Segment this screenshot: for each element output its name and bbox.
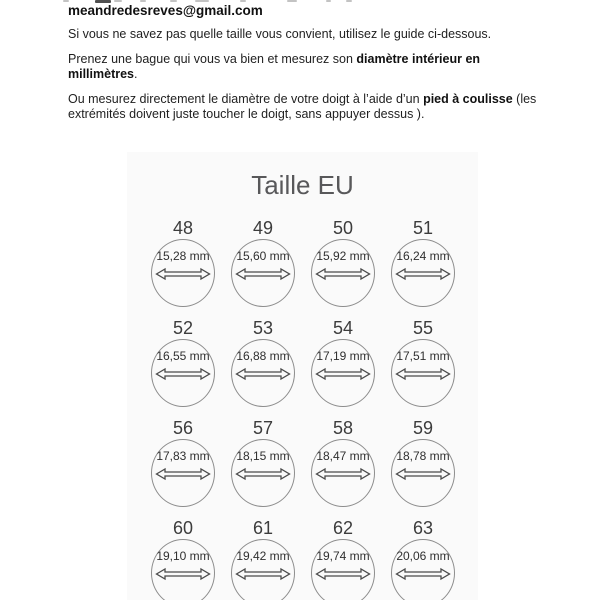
ring-circle [391, 539, 455, 600]
ring-circle [311, 339, 375, 407]
diameter-label: 16,55 mm [156, 349, 210, 363]
size-number: 53 [252, 318, 274, 338]
size-grid [143, 218, 463, 600]
ring-circle [311, 539, 375, 600]
diameter-label: 16,24 mm [396, 249, 450, 263]
size-cell [383, 218, 463, 307]
size-cell [383, 518, 463, 600]
diameter-label: 18,15 mm [236, 449, 290, 463]
ring-circle [231, 439, 295, 507]
diameter-arrow-icon [155, 367, 211, 381]
ring-circle [391, 339, 455, 407]
size-number: 49 [252, 218, 274, 238]
diameter-label: 15,60 mm [236, 249, 290, 263]
size-cell [223, 218, 303, 307]
diameter-label: 18,78 mm [396, 449, 450, 463]
email-address: meandredesreves@gmail.com [68, 3, 263, 18]
measure-finger-text-1: Ou mesurez directement le diamètre de votre doigt à l’aide d’un [68, 92, 424, 106]
ring-circle [311, 239, 375, 307]
size-cell [223, 518, 303, 600]
paragraph-guide [68, 27, 548, 42]
diameter-label: 20,06 mm [396, 549, 450, 563]
size-number: 50 [332, 218, 354, 238]
size-number: 58 [332, 418, 354, 438]
ring-size-chart [127, 152, 478, 600]
size-number: 57 [252, 418, 274, 438]
ring-circle [231, 539, 295, 600]
ring-circle [151, 339, 215, 407]
size-cell [383, 318, 463, 407]
chart-title: Taille EU [251, 170, 354, 200]
size-cell [303, 518, 383, 600]
size-cell [303, 318, 383, 407]
diameter-label: 17,51 mm [396, 349, 450, 363]
size-number: 60 [172, 518, 194, 538]
paragraph-measure-ring [68, 52, 548, 82]
diameter-arrow-icon [395, 367, 451, 381]
diameter-label: 15,92 mm [316, 249, 370, 263]
diameter-label: 19,42 mm [236, 549, 290, 563]
paragraph-guide-text: Si vous ne savez pas quelle taille vous convient, utilisez le guide ci-dessous. [68, 27, 492, 41]
ring-circle [231, 239, 295, 307]
diameter-arrow-icon [155, 467, 211, 481]
size-number: 55 [412, 318, 434, 338]
diameter-arrow-icon [155, 267, 211, 281]
size-number: 62 [332, 518, 354, 538]
diameter-arrow-icon [315, 267, 371, 281]
diameter-arrow-icon [395, 567, 451, 581]
ring-circle [391, 239, 455, 307]
ring-circle [151, 539, 215, 600]
diameter-arrow-icon [235, 567, 291, 581]
diameter-arrow-icon [315, 567, 371, 581]
size-cell [143, 418, 223, 507]
size-cell [303, 218, 383, 307]
measure-ring-text: Prenez une bague qui vous va bien et mesurez son [68, 52, 357, 66]
diameter-label: 15,28 mm [156, 249, 210, 263]
size-number: 59 [412, 418, 434, 438]
size-number: 63 [412, 518, 434, 538]
diameter-arrow-icon [395, 267, 451, 281]
diameter-label: 17,83 mm [156, 449, 210, 463]
size-number: 51 [412, 218, 434, 238]
diameter-arrow-icon [155, 567, 211, 581]
measure-ring-period: . [134, 67, 138, 81]
diameter-label: 18,47 mm [316, 449, 370, 463]
measure-finger-text-3: extrémités doivent juste toucher le doigt, sans appuyer dessus ). [68, 107, 425, 121]
diameter-label: 16,88 mm [236, 349, 290, 363]
measure-ring-bold-1: diamètre intérieur en [356, 52, 481, 66]
diameter-arrow-icon [235, 467, 291, 481]
diameter-arrow-icon [315, 367, 371, 381]
size-cell [223, 318, 303, 407]
ring-circle [391, 439, 455, 507]
diameter-label: 17,19 mm [316, 349, 370, 363]
measure-finger-bold: pied à coulisse [423, 92, 513, 106]
paragraph-measure-finger [68, 92, 548, 122]
size-cell [223, 418, 303, 507]
diameter-arrow-icon [395, 467, 451, 481]
diameter-label: 19,74 mm [316, 549, 370, 563]
size-cell [303, 418, 383, 507]
diameter-arrow-icon [315, 467, 371, 481]
ring-circle [151, 239, 215, 307]
size-number: 54 [332, 318, 354, 338]
size-number: 56 [172, 418, 194, 438]
diameter-arrow-icon [235, 367, 291, 381]
ring-circle [151, 439, 215, 507]
size-number: 52 [172, 318, 194, 338]
size-cell [143, 518, 223, 600]
intro-text [68, 3, 548, 122]
size-cell [143, 218, 223, 307]
ring-circle [231, 339, 295, 407]
size-cell [383, 418, 463, 507]
diameter-label: 19,10 mm [156, 549, 210, 563]
size-number: 61 [252, 518, 274, 538]
measure-finger-text-2: (les [512, 92, 537, 106]
diameter-arrow-icon [235, 267, 291, 281]
size-number: 48 [172, 218, 194, 238]
size-cell [143, 318, 223, 407]
ring-circle [311, 439, 375, 507]
measure-ring-bold-2: millimètres [68, 67, 135, 81]
